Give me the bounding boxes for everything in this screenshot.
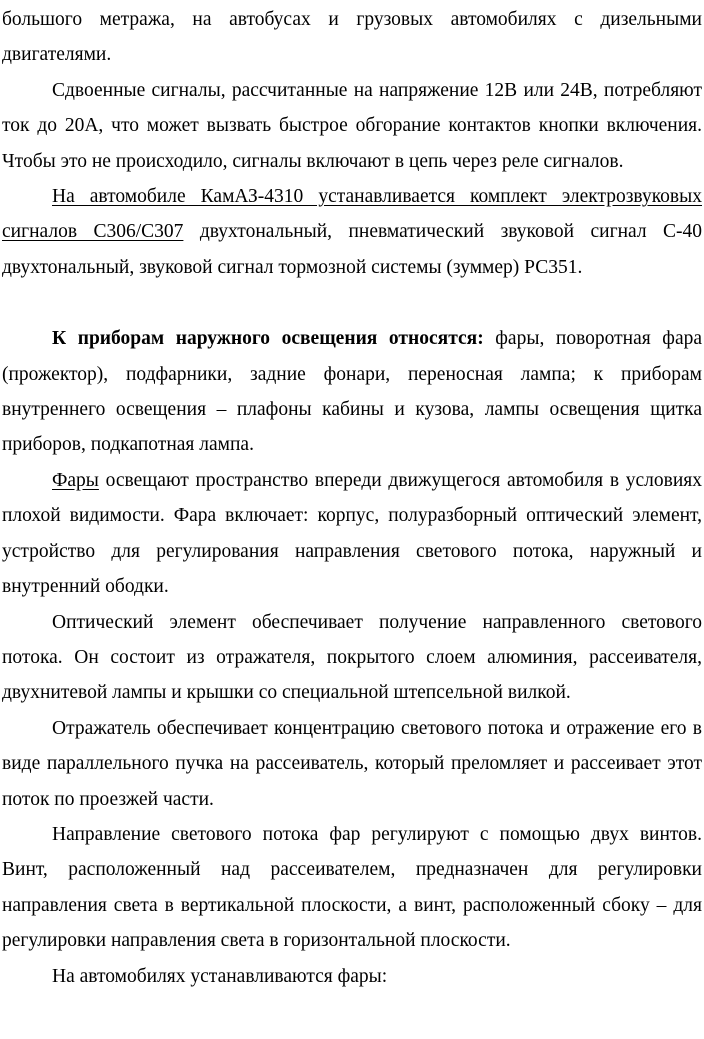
paragraph-kamaz-signals bbox=[2, 179, 702, 285]
underlined-kamaz-signal-kit: На автомобиле КамАЗ-4310 устанавливается комплект электрозвуковых сигналов С306/С307 bbox=[2, 186, 702, 243]
paragraph-beam-adjustment: Направление светового потока фар регулируют с помощью двух винтов. Винт, расположенный над рассеивателем, предназначен для регулировки направления света в вертикальной плоскости, а винт, расположенный сбоку – для регулировки направления света в горизонтальной плоскости. bbox=[2, 823, 702, 952]
paragraph-dual-signals: Сдвоенные сигналы, рассчитанные на напряжение 12В или 24В, потребляют ток до 20А, что может вызвать быстрое обгорание контактов кнопки включения. Чтобы это не происходило, сигналы включают в цепь через реле сигналов. bbox=[2, 79, 702, 172]
paragraph-gap bbox=[2, 285, 702, 321]
paragraph-optical-element: Оптический элемент обеспечивает получение направленного светового потока. Он состоит из отражателя, покрытого слоем алюминия, рассеивателя, двухнитевой лампы и крышки со специальной штепсельной вилкой. bbox=[2, 611, 702, 704]
lighting-devices-rest: фары, поворотная фара (прожектор), подфарники, задние фонари, переносная лампа; к приборам внутреннего освещения – плафоны кабины и кузова, лампы освещения щитка приборов, подкапотная лампа. bbox=[2, 328, 702, 456]
underlined-headlights-term: Фары bbox=[52, 469, 99, 491]
headlights-rest: освещают пространство впереди движущегося автомобиля в условиях плохой видимости. Фара включает: корпус, полуразборный оптический элемент, устройство для регулирования направления светового потока, наружный и внутренний ободки. bbox=[2, 469, 702, 598]
paragraph-headlights bbox=[2, 463, 702, 605]
paragraph-lighting-devices bbox=[2, 321, 702, 463]
bold-lighting-heading: К приборам наружного освещения относятся: bbox=[52, 328, 484, 350]
kamaz-signals-rest: двухтональный, пневматический звуковой сигнал С-40 двухтональный, звуковой сигнал тормозной системы (зуммер) РС351. bbox=[2, 221, 702, 278]
paragraph-diesel-vehicles: большого метража, на автобусах и грузовых автомобилях с дизельными двигателями. bbox=[2, 9, 702, 66]
paragraph-reflector: Отражатель обеспечивает концентрацию светового потока и отражение его в виде параллельного пучка на рассеиватель, который преломляет и рассеивает этот поток по проезжей части. bbox=[2, 717, 702, 810]
paragraph-headlight-types-intro: На автомобилях устанавливаются фары: bbox=[52, 965, 388, 987]
